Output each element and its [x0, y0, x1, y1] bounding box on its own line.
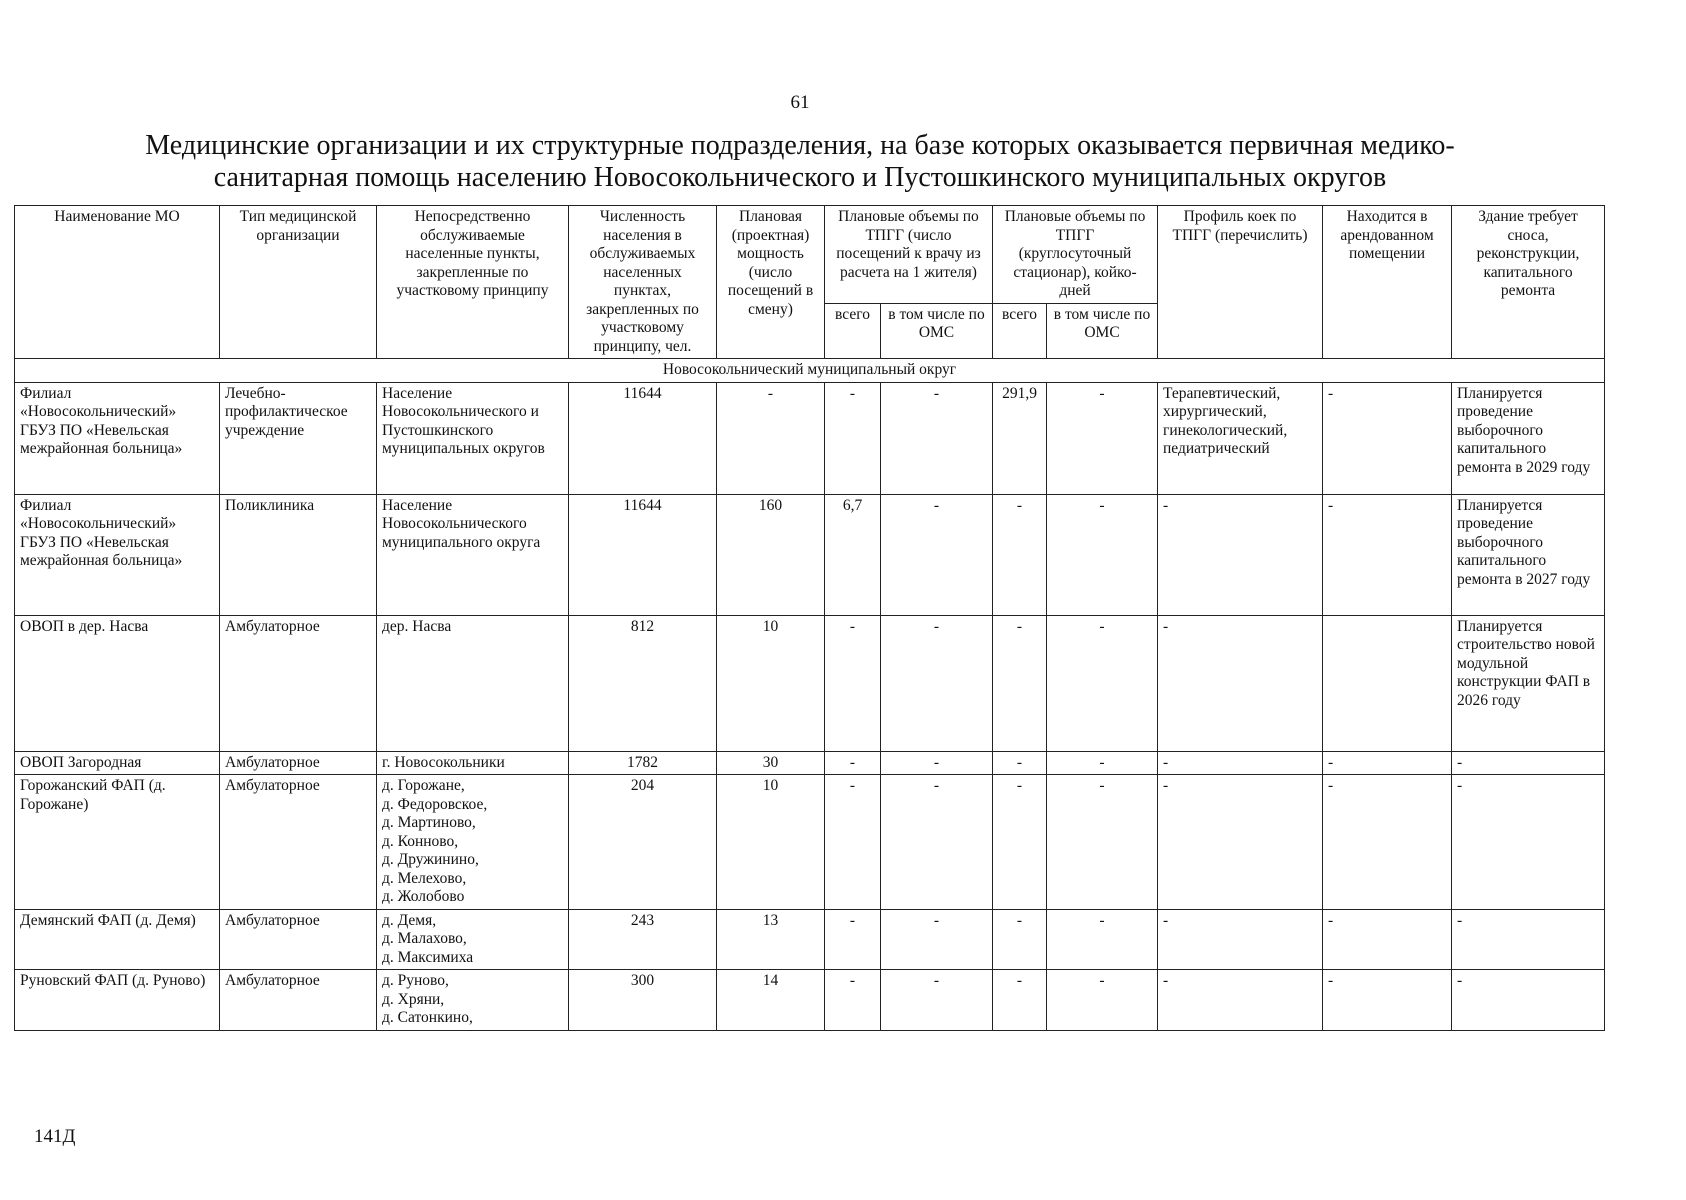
settlement-item: д. Мартиново, [382, 814, 476, 831]
cell-visits-oms: - [881, 775, 993, 910]
table-row [15, 751, 1605, 775]
cell-rented: - [1323, 909, 1452, 970]
cell-beds-total: 291,9 [993, 382, 1047, 494]
cell-type: Амбулаторное [220, 775, 377, 910]
header-repair: Здание требует сноса, реконструкции, капитального ремонта [1452, 206, 1605, 359]
settlement-item: Население Новосокольнического и Пустошкинского муниципальных округов [382, 384, 545, 457]
header-visits-oms: в том числе по ОМС [881, 303, 993, 359]
cell-capacity: 160 [717, 494, 825, 615]
settlement-item: д. Жолобово [382, 888, 465, 905]
cell-visits-oms: - [881, 751, 993, 775]
settlement-item: д. Хряни, [382, 990, 445, 1008]
cell-repair: - [1452, 909, 1605, 970]
cell-capacity: 10 [717, 775, 825, 910]
cell-name: Филиал «Новосокольнический» ГБУЗ ПО «Невельская межрайонная больница» [15, 382, 220, 494]
cell-beds-oms: - [1047, 775, 1158, 910]
settlement-item: Население Новосокольнического муниципального округа [382, 496, 541, 551]
cell-name: Руновский ФАП (д. Руново) [15, 970, 220, 1031]
cell-beds-total: - [993, 615, 1047, 751]
cell-name: ОВОП в дер. Насва [15, 615, 220, 751]
cell-bed-profile: - [1158, 970, 1323, 1031]
cell-bed-profile: - [1158, 775, 1323, 910]
cell-visits-total: - [825, 751, 881, 775]
cell-population: 1782 [569, 751, 717, 775]
section-row [15, 359, 1605, 383]
header-beds-total: всего [993, 303, 1047, 359]
header-settlements: Непосредственно обслуживаемые населенные пункты, закрепленные по участковому принципу [377, 206, 569, 359]
cell-type: Амбулаторное [220, 615, 377, 751]
settlement-item: д. Малахово, [382, 930, 467, 947]
cell-rented: - [1323, 970, 1452, 1031]
title-line-2: санитарная помощь населению Новосокольнического и Пустошкинского муниципальных округов [213, 162, 1387, 193]
cell-visits-total: - [825, 382, 881, 494]
cell-beds-total: - [993, 775, 1047, 910]
cell-visits-total: - [825, 615, 881, 751]
cell-repair: Планируется проведение выборочного капитального ремонта в 2029 году [1452, 382, 1605, 494]
cell-rented: - [1323, 775, 1452, 910]
cell-name: Демянский ФАП (д. Демя) [15, 909, 220, 970]
cell-settlements [377, 494, 569, 615]
table-row [15, 494, 1605, 615]
cell-visits-oms: - [881, 909, 993, 970]
cell-population: 300 [569, 970, 717, 1031]
cell-capacity: 13 [717, 909, 825, 970]
header-type: Тип медицинской организации [220, 206, 377, 359]
cell-settlements [377, 909, 569, 970]
cell-visits-oms: - [881, 382, 993, 494]
cell-population: 11644 [569, 494, 717, 615]
header-bed-profile: Профиль коек по ТПГГ (перечислить) [1158, 206, 1323, 359]
cell-beds-oms: - [1047, 751, 1158, 775]
table-row [15, 775, 1605, 910]
cell-repair: - [1452, 970, 1605, 1031]
cell-beds-total: - [993, 970, 1047, 1031]
organizations-table [14, 205, 1605, 1031]
cell-repair: Планируется строительство новой модульной конструкции ФАП в 2026 году [1452, 615, 1605, 751]
cell-rented: - [1323, 494, 1452, 615]
settlement-item: д. Руново, [382, 972, 449, 989]
section-title: Новосокольнический муниципальный округ [15, 359, 1605, 383]
header-visits-total: всего [825, 303, 881, 359]
cell-beds-oms: - [1047, 494, 1158, 615]
cell-beds-oms: - [1047, 909, 1158, 970]
cell-visits-oms: - [881, 494, 993, 615]
header-beds-oms: в том числе по ОМС [1047, 303, 1158, 359]
cell-beds-oms: - [1047, 615, 1158, 751]
footer-code: 141Д [34, 1126, 76, 1147]
settlement-item: д. Дружинино, [382, 851, 479, 868]
cell-visits-total: 6,7 [825, 494, 881, 615]
cell-type: Амбулаторное [220, 751, 377, 775]
table-row [15, 382, 1605, 494]
cell-beds-oms: - [1047, 382, 1158, 494]
cell-rented: - [1323, 751, 1452, 775]
settlement-item: дер. Насва [382, 617, 452, 635]
cell-bed-profile: - [1158, 615, 1323, 751]
settlement-item: д. Федоровское, [382, 795, 488, 813]
table-header-row [15, 206, 1605, 304]
settlement-item: д. Демя, [382, 911, 437, 929]
cell-visits-total: - [825, 970, 881, 1031]
cell-population: 243 [569, 909, 717, 970]
cell-capacity: 14 [717, 970, 825, 1031]
cell-type: Амбулаторное [220, 970, 377, 1031]
settlement-item: г. Новосокольники [382, 753, 505, 771]
cell-type: Амбулаторное [220, 909, 377, 970]
header-population: Численность населения в обслуживаемых населенных пунктах, закрепленных по участковому принципу, чел. [569, 206, 717, 359]
cell-name: Горожанский ФАП (д. Горожане) [15, 775, 220, 910]
cell-name: Филиал «Новосокольнический» ГБУЗ ПО «Невельская межрайонная больница» [15, 494, 220, 615]
cell-bed-profile: - [1158, 494, 1323, 615]
title-line-1: Медицинские организации и их структурные подразделения, на базе которых оказывается первичная медико- [145, 130, 1455, 161]
header-beds-group: Плановые объемы по ТПГГ (круглосуточный стационар), койко-дней [993, 206, 1158, 304]
settlement-item: д. Горожане, [382, 777, 465, 794]
cell-repair: - [1452, 775, 1605, 910]
cell-beds-total: - [993, 494, 1047, 615]
header-rented: Находится в арендованном помещении [1323, 206, 1452, 359]
page-number: 61 [790, 92, 810, 113]
cell-visits-oms: - [881, 970, 993, 1031]
cell-population: 204 [569, 775, 717, 910]
header-name: Наименование МО [15, 206, 220, 359]
cell-beds-oms: - [1047, 970, 1158, 1031]
cell-repair: - [1452, 751, 1605, 775]
cell-visits-total: - [825, 909, 881, 970]
cell-settlements [377, 751, 569, 775]
cell-capacity: 10 [717, 615, 825, 751]
cell-settlements [377, 775, 569, 910]
cell-rented: - [1323, 382, 1452, 494]
settlement-item: д. Сатонкино, [382, 1009, 473, 1026]
table-row [15, 970, 1605, 1031]
header-visits-group: Плановые объемы по ТПГГ (число посещений к врачу из расчета на 1 жителя) [825, 206, 993, 304]
cell-population: 11644 [569, 382, 717, 494]
cell-visits-oms: - [881, 615, 993, 751]
cell-name: ОВОП Загородная [15, 751, 220, 775]
header-capacity: Плановая (проектная) мощность (число посещений в смену) [717, 206, 825, 359]
cell-beds-total: - [993, 751, 1047, 775]
table-row [15, 909, 1605, 970]
cell-capacity: - [717, 382, 825, 494]
cell-bed-profile: - [1158, 751, 1323, 775]
settlement-item: д. Конново, [382, 832, 459, 850]
cell-beds-total: - [993, 909, 1047, 970]
cell-capacity: 30 [717, 751, 825, 775]
settlement-item: д. Максимиха [382, 948, 474, 966]
cell-rented [1323, 615, 1452, 751]
settlement-item: д. Мелехово, [382, 869, 467, 887]
cell-repair: Планируется проведение выборочного капитального ремонта в 2027 году [1452, 494, 1605, 615]
cell-settlements [377, 970, 569, 1031]
cell-bed-profile: Терапевтический, хирургический, гинекологический, педиатрический [1158, 382, 1323, 494]
document-title [40, 130, 1560, 194]
table-row [15, 615, 1605, 751]
cell-type: Лечебно-профилактическое учреждение [220, 382, 377, 494]
cell-settlements [377, 382, 569, 494]
cell-settlements [377, 615, 569, 751]
cell-visits-total: - [825, 775, 881, 910]
cell-type: Поликлиника [220, 494, 377, 615]
cell-bed-profile: - [1158, 909, 1323, 970]
cell-population: 812 [569, 615, 717, 751]
